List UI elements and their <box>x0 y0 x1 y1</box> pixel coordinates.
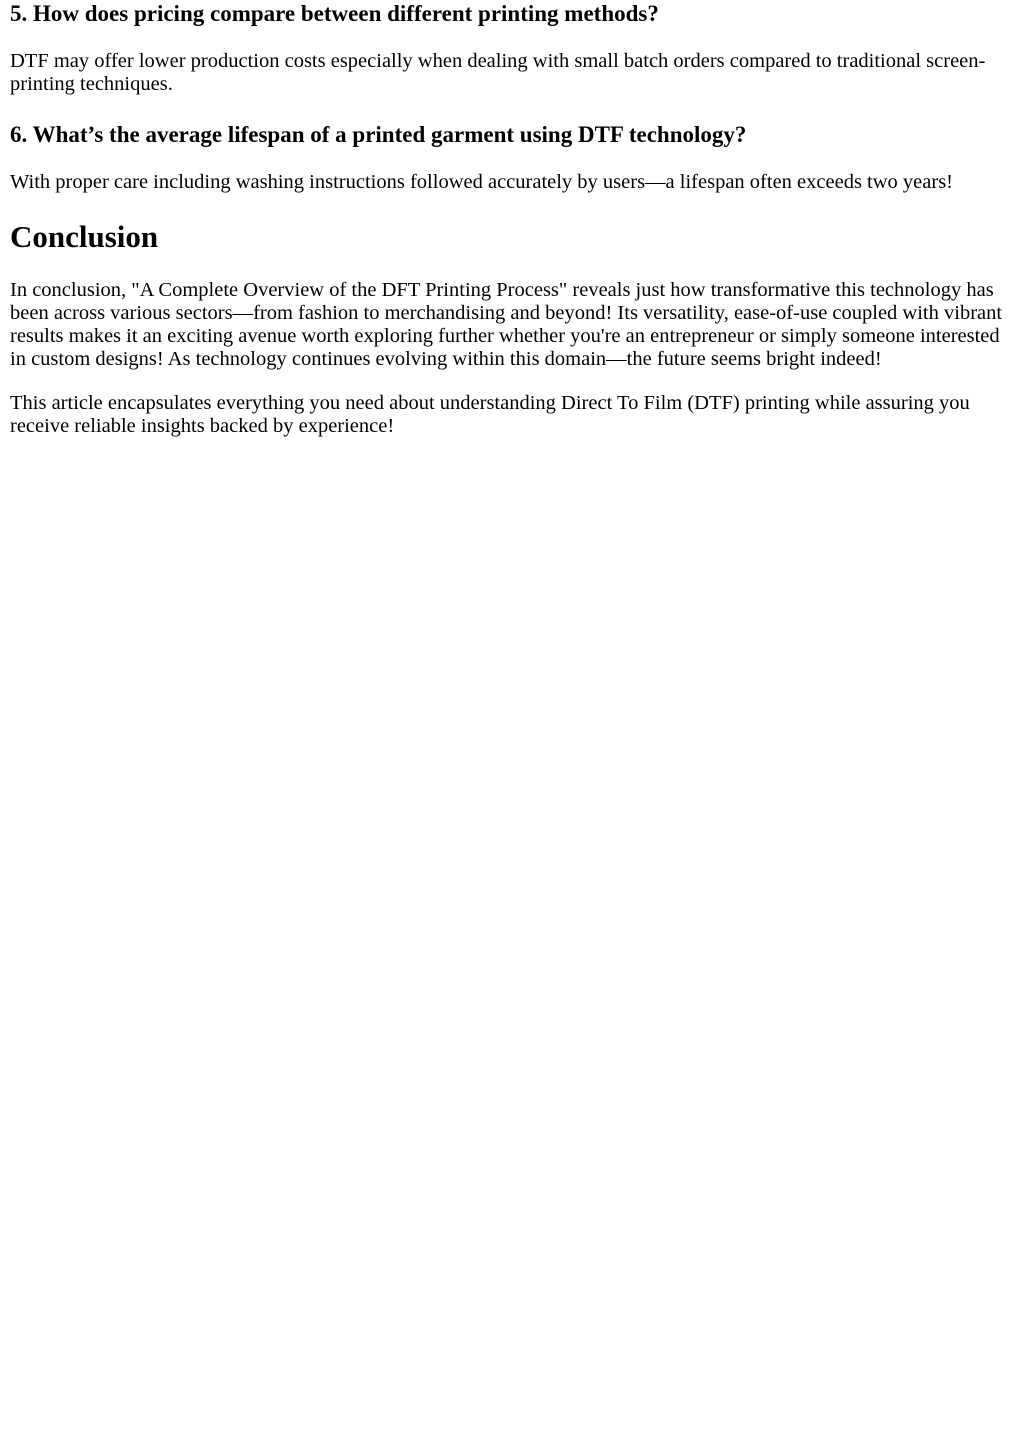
faq-answer-5-paragraph: DTF may offer lower production costs especially when dealing with small batch orders compared to traditional screen-printing techniques. <box>10 50 986 95</box>
faq-question-5-heading: 5. How does pricing compare between different printing methods? <box>10 1 659 26</box>
conclusion-heading: Conclusion <box>10 219 159 254</box>
article-body <box>0 0 1024 438</box>
faq-question-6-heading: 6. What’s the average lifespan of a printed garment using DTF technology? <box>10 122 747 147</box>
conclusion-paragraph-2: This article encapsulates everything you need about understanding Direct To Film (DTF) printing while assuring you receive reliable insights backed by experience! <box>10 392 970 437</box>
conclusion-paragraph-1: In conclusion, "A Complete Overview of the DFT Printing Process" reveals just how transformative this technology has been across various sectors—from fashion to merchandising and beyond! Its versatility, ease-of-use coupled with vibrant results makes it an exciting avenue worth exploring further whether you're an entrepreneur or simply someone interested in custom designs! As technology continues evolving within this domain—the future seems bright indeed! <box>10 279 1003 370</box>
faq-answer-6-paragraph: With proper care including washing instructions followed accurately by users—a lifespan often exceeds two years! <box>10 171 953 193</box>
